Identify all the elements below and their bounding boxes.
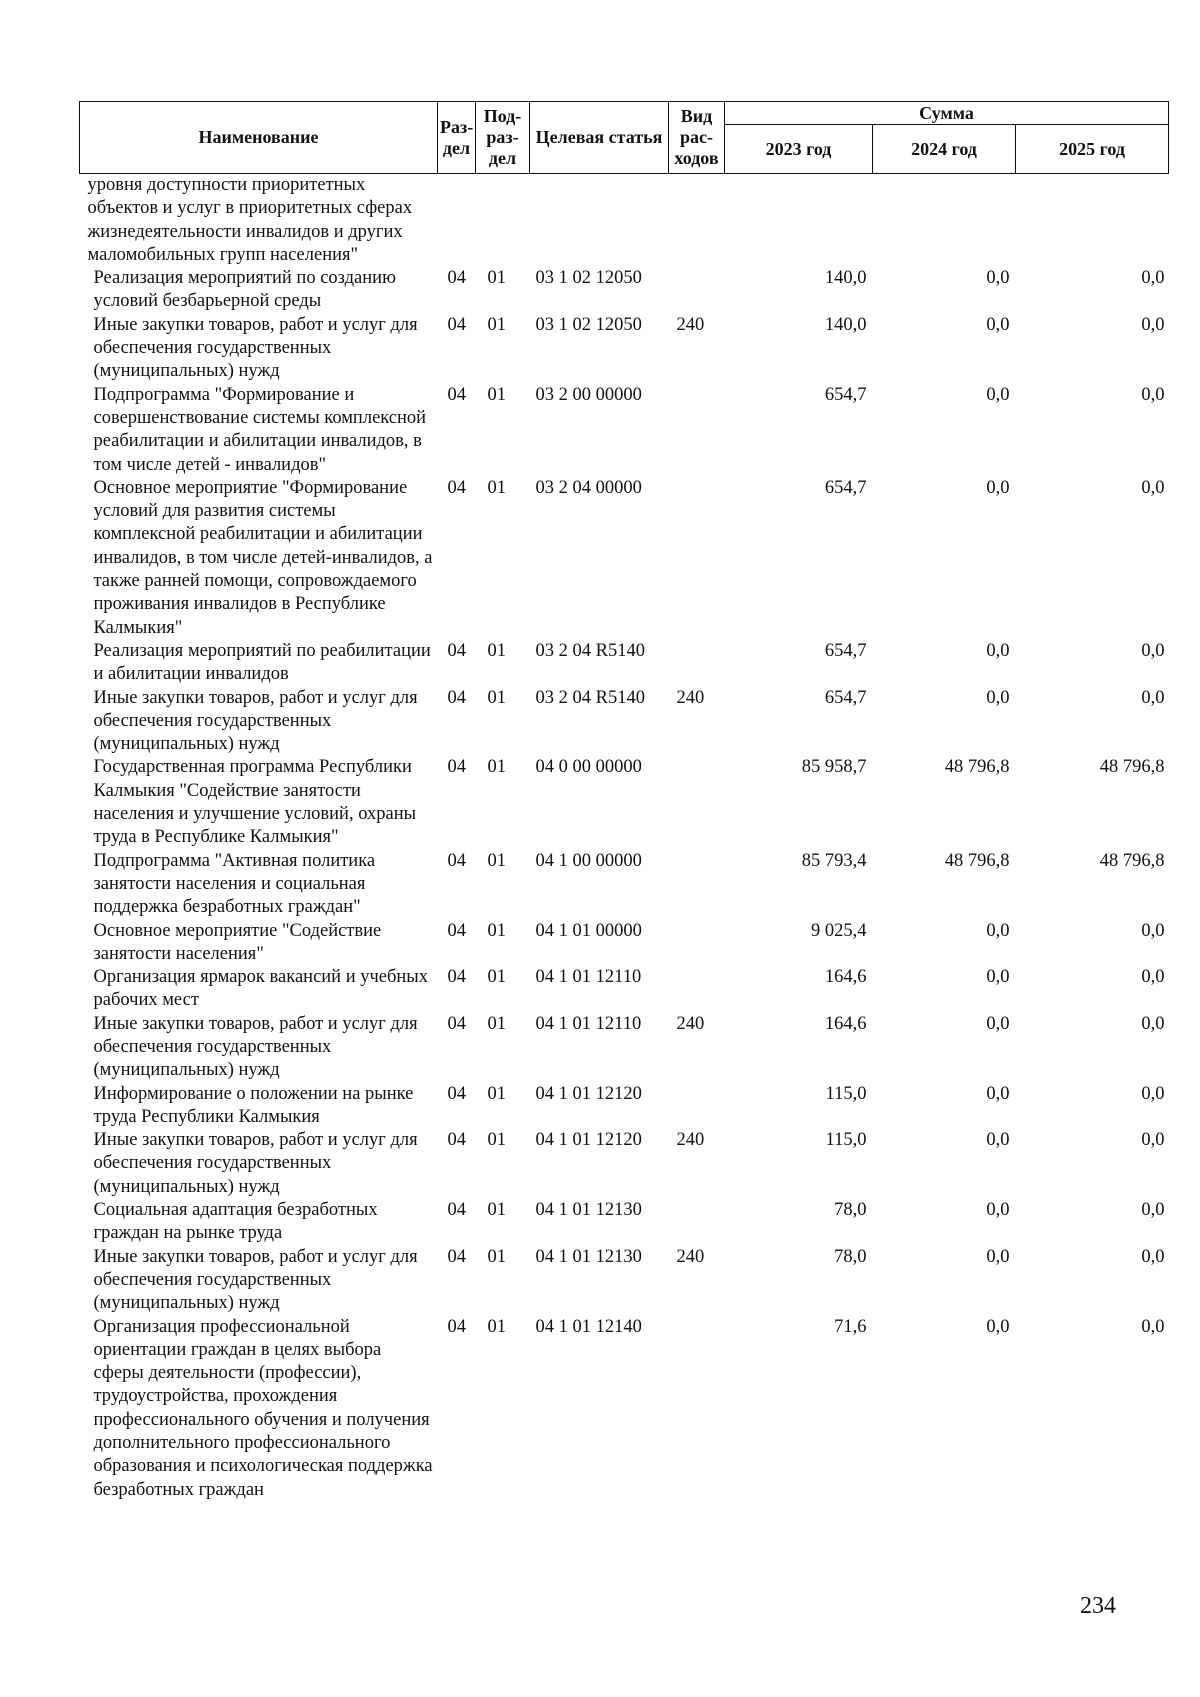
row-expense-type — [669, 850, 725, 920]
row-expense-type: 240 — [676, 687, 705, 708]
row-sum-2024: 48 796,8 — [944, 757, 1010, 778]
row-sum-2023: 85 958,7 — [801, 757, 867, 778]
row-sum-2024: 0,0 — [986, 640, 1010, 661]
row-razdel: 04 — [447, 1013, 466, 1034]
row-sum-2023: 115,0 — [825, 1130, 867, 1151]
header-sum: Сумма — [725, 102, 1169, 125]
row-name: Иные закупки товаров, работ и услуг для обеспечения государственных (муниципальных) нужд — [93, 1013, 418, 1081]
row-sum-2023 — [725, 174, 873, 268]
row-expense-type — [669, 384, 725, 477]
table-row — [80, 174, 1169, 268]
row-sum-2025: 0,0 — [1141, 1013, 1165, 1034]
row-expense-type — [669, 1083, 725, 1130]
row-sum-2023: 115,0 — [825, 1083, 867, 1104]
table-row — [80, 687, 1169, 757]
row-sum-2023: 654,7 — [824, 640, 867, 661]
header-year-2023: 2023 год — [725, 125, 873, 174]
row-sum-2023: 164,6 — [824, 967, 867, 988]
row-expense-type — [669, 267, 725, 314]
row-sum-2025: 0,0 — [1141, 314, 1165, 335]
row-sum-2023: 140,0 — [824, 268, 867, 289]
row-sum-2023: 78,0 — [834, 1246, 867, 1267]
row-name: Информирование о положении на рынке труда Республики Калмыкия — [93, 1083, 414, 1127]
row-razdel — [438, 174, 476, 268]
table-row — [80, 850, 1169, 920]
row-expense-type — [669, 756, 725, 849]
header-year-2024: 2024 год — [873, 125, 1016, 174]
row-target-article: 04 0 00 00000 — [535, 757, 642, 778]
row-podrazdel: 01 — [487, 477, 506, 498]
row-expense-type: 240 — [676, 1246, 705, 1267]
table-row — [80, 1316, 1169, 1502]
row-sum-2024 — [873, 174, 1016, 268]
row-sum-2024: 0,0 — [986, 687, 1010, 708]
row-podrazdel: 01 — [487, 1013, 506, 1034]
row-sum-2025: 0,0 — [1141, 920, 1165, 941]
table-row — [80, 756, 1169, 849]
row-expense-type — [669, 640, 725, 687]
row-target-article: 03 2 04 R5140 — [535, 640, 645, 661]
row-sum-2023: 71,6 — [834, 1316, 867, 1337]
table-row — [80, 920, 1169, 967]
row-sum-2023: 78,0 — [834, 1200, 867, 1221]
row-name: Основное мероприятие "Формирование условий для развития системы комплексной реабилитации и абилитации инвалидов, в том числе детей-инвалидов, а также ранней помощи, сопровождаемого проживания инвалидов в Республике Калмыкия" — [93, 477, 433, 638]
table-header — [80, 102, 1169, 174]
row-name: Реализация мероприятий по созданию условий безбарьерной среды — [93, 268, 396, 312]
row-sum-2024: 0,0 — [986, 268, 1010, 289]
table-row — [80, 1083, 1169, 1130]
row-name: Государственная программа Республики Калмыкия "Содействие занятости населения и улучшение условий, охраны труда в Республике Калмыкия" — [93, 757, 417, 848]
row-name: Иные закупки товаров, работ и услуг для обеспечения государственных (муниципальных) нужд — [93, 1130, 418, 1197]
row-name: Реализация мероприятий по реабилитации и абилитации инвалидов — [93, 640, 431, 685]
row-razdel: 04 — [447, 640, 466, 661]
row-sum-2024: 0,0 — [986, 384, 1010, 405]
row-sum-2024: 0,0 — [986, 1013, 1010, 1034]
header-year-2025: 2025 год — [1016, 125, 1169, 174]
table-row — [80, 1129, 1169, 1199]
row-sum-2024: 0,0 — [986, 1246, 1010, 1267]
row-sum-2025: 0,0 — [1141, 384, 1165, 405]
row-podrazdel: 01 — [487, 1083, 506, 1104]
row-sum-2025: 0,0 — [1141, 268, 1165, 289]
table-row — [80, 1013, 1169, 1083]
table-row — [80, 384, 1169, 477]
table-row — [80, 640, 1169, 687]
row-razdel: 04 — [447, 967, 466, 988]
row-podrazdel: 01 — [487, 640, 506, 661]
row-sum-2025: 0,0 — [1141, 1200, 1165, 1221]
row-sum-2024: 0,0 — [986, 1130, 1010, 1151]
row-sum-2025: 0,0 — [1141, 477, 1165, 498]
row-name: Подпрограмма "Формирование и совершенствование системы комплексной реабилитации и абилитации инвалидов, в том числе детей - инвалидов" — [93, 384, 427, 475]
row-sum-2023: 654,7 — [824, 477, 867, 498]
table-row — [80, 267, 1169, 314]
row-target-article: 04 1 01 00000 — [535, 920, 642, 941]
row-podrazdel: 01 — [487, 384, 506, 405]
row-name: Социальная адаптация безработных граждан на рынке труда — [93, 1200, 378, 1244]
header-name: Наименование — [80, 102, 438, 174]
row-target-article: 04 1 01 12130 — [535, 1246, 642, 1267]
row-target-article: 03 2 00 00000 — [535, 384, 642, 405]
row-target-article — [530, 174, 669, 268]
row-sum-2024: 0,0 — [986, 477, 1010, 498]
row-name: уровня доступности приоритетных объектов и услуг в приоритетных сферах жизнедеятельности инвалидов и других маломобильных групп населения" — [87, 175, 413, 265]
header-target-article: Целевая статья — [530, 102, 669, 174]
row-podrazdel: 01 — [487, 268, 506, 289]
row-podrazdel — [476, 174, 530, 268]
row-expense-type: 240 — [676, 314, 705, 335]
row-podrazdel: 01 — [487, 1200, 506, 1221]
row-podrazdel: 01 — [487, 757, 506, 778]
row-name: Организация профессиональной ориентации граждан в целях выбора сферы деятельности (профессии), трудоустройства, прохождения профессионального обучения и получения дополнительного профессионального образования и психологическая поддержка безработных граждан — [93, 1316, 433, 1500]
row-target-article: 04 1 01 12120 — [535, 1083, 642, 1104]
row-sum-2023: 654,7 — [824, 687, 867, 708]
row-razdel: 04 — [447, 757, 466, 778]
row-razdel: 04 — [447, 1200, 466, 1221]
row-razdel: 04 — [447, 920, 466, 941]
row-razdel: 04 — [447, 477, 466, 498]
row-podrazdel: 01 — [487, 1130, 506, 1151]
row-sum-2025: 48 796,8 — [1099, 850, 1165, 871]
row-sum-2025: 0,0 — [1141, 967, 1165, 988]
table-row — [80, 1246, 1169, 1316]
header-expense-type: Вид рас-ходов — [669, 102, 725, 174]
table-row — [80, 966, 1169, 1013]
row-sum-2023: 140,0 — [824, 314, 867, 335]
table-body — [80, 174, 1169, 1502]
row-podrazdel: 01 — [487, 314, 506, 335]
row-expense-type — [669, 966, 725, 1013]
row-razdel: 04 — [447, 1316, 466, 1337]
row-target-article: 04 1 01 12110 — [535, 1013, 642, 1034]
row-podrazdel: 01 — [487, 850, 506, 871]
row-sum-2025: 0,0 — [1141, 687, 1165, 708]
header-razdel: Раз-дел — [438, 102, 476, 174]
row-name: Подпрограмма "Активная политика занятости населения и социальная поддержка безработных граждан" — [93, 850, 376, 918]
row-sum-2024: 0,0 — [986, 1200, 1010, 1221]
row-podrazdel: 01 — [487, 920, 506, 941]
row-sum-2024: 48 796,8 — [944, 850, 1010, 871]
row-target-article: 03 1 02 12050 — [535, 268, 642, 289]
row-podrazdel: 01 — [487, 967, 506, 988]
page-number: 234 — [1080, 1593, 1116, 1619]
header-podrazdel: Под-раз-дел — [476, 102, 530, 174]
row-podrazdel: 01 — [487, 1316, 506, 1337]
row-sum-2025 — [1016, 174, 1169, 268]
row-sum-2025: 0,0 — [1141, 1083, 1165, 1104]
table-row — [80, 477, 1169, 640]
row-sum-2023: 164,6 — [824, 1013, 867, 1034]
row-target-article: 03 2 04 00000 — [535, 477, 642, 498]
row-sum-2025: 0,0 — [1141, 1130, 1165, 1151]
row-sum-2024: 0,0 — [986, 314, 1010, 335]
row-expense-type — [669, 1199, 725, 1246]
row-target-article: 03 2 04 R5140 — [535, 687, 645, 708]
row-razdel: 04 — [447, 850, 466, 871]
row-razdel: 04 — [447, 1246, 466, 1267]
row-name: Иные закупки товаров, работ и услуг для обеспечения государственных (муниципальных) нужд — [93, 687, 418, 755]
row-expense-type — [669, 1316, 725, 1502]
row-name: Основное мероприятие "Содействие занятости населения" — [93, 920, 382, 964]
row-target-article: 04 1 01 12130 — [535, 1200, 642, 1221]
row-sum-2025: 0,0 — [1141, 1246, 1165, 1267]
row-sum-2024: 0,0 — [986, 920, 1010, 941]
row-name: Иные закупки товаров, работ и услуг для обеспечения государственных (муниципальных) нужд — [93, 1246, 418, 1314]
row-sum-2023: 9 025,4 — [811, 920, 867, 941]
row-sum-2025: 0,0 — [1141, 640, 1165, 661]
row-target-article: 04 1 01 12120 — [535, 1130, 642, 1151]
row-podrazdel: 01 — [487, 1246, 506, 1267]
row-podrazdel: 01 — [487, 687, 506, 708]
table-row — [80, 1199, 1169, 1246]
row-sum-2024: 0,0 — [986, 967, 1010, 988]
row-razdel: 04 — [447, 1083, 466, 1104]
row-sum-2023: 85 793,4 — [801, 850, 867, 871]
row-razdel: 04 — [447, 687, 466, 708]
row-sum-2023: 654,7 — [824, 384, 867, 405]
row-razdel: 04 — [447, 314, 466, 335]
row-sum-2024: 0,0 — [986, 1083, 1010, 1104]
row-expense-type — [669, 174, 725, 268]
row-target-article: 03 1 02 12050 — [535, 314, 642, 335]
row-expense-type — [669, 477, 725, 640]
budget-page — [79, 101, 1168, 1502]
budget-table — [79, 101, 1169, 1502]
row-name: Организация ярмарок вакансий и учебных рабочих мест — [93, 967, 428, 1011]
row-sum-2024: 0,0 — [986, 1316, 1010, 1337]
row-sum-2025: 0,0 — [1141, 1316, 1165, 1337]
row-sum-2025: 48 796,8 — [1099, 757, 1165, 778]
row-expense-type — [669, 920, 725, 967]
row-expense-type: 240 — [676, 1130, 705, 1151]
table-row — [80, 314, 1169, 384]
row-razdel: 04 — [447, 1130, 466, 1151]
row-target-article: 04 1 01 12140 — [535, 1316, 642, 1337]
row-razdel: 04 — [447, 268, 466, 289]
row-expense-type: 240 — [676, 1013, 705, 1034]
row-target-article: 04 1 00 00000 — [535, 850, 642, 871]
row-name: Иные закупки товаров, работ и услуг для обеспечения государственных (муниципальных) нужд — [93, 314, 418, 382]
row-razdel: 04 — [447, 384, 466, 405]
row-target-article: 04 1 01 12110 — [535, 967, 642, 988]
